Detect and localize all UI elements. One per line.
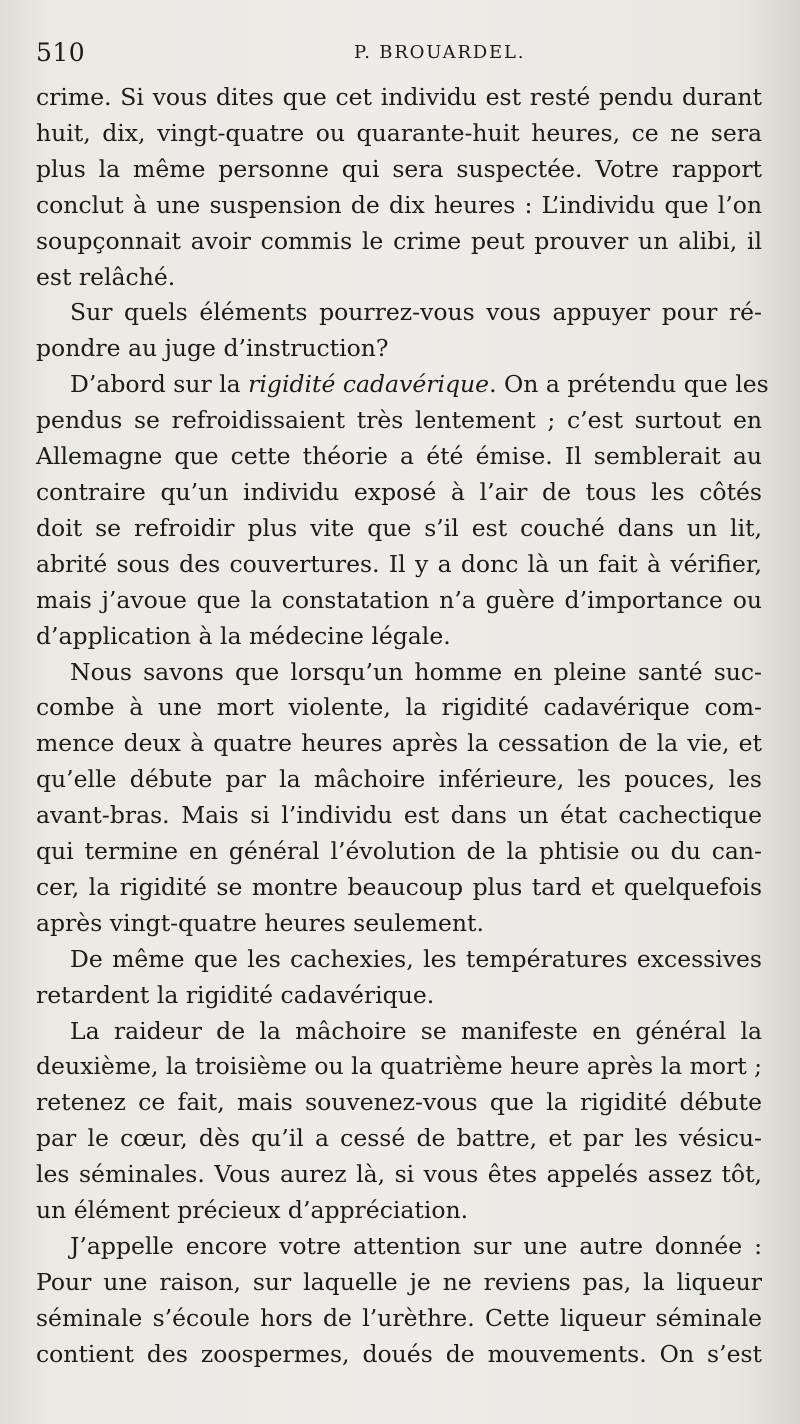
text-line: Allemagne que cette théorie a été émise. Il semblerait au: [36, 442, 762, 471]
paragraph: [36, 655, 762, 942]
body-text: [36, 80, 769, 1373]
text-line: J’appelle encore votre attention sur une autre donnée :: [70, 1232, 762, 1260]
text-line: plus la même personne qui sera suspectée. Votre rapport: [36, 154, 762, 183]
running-title: P. BROUARDEL.: [354, 42, 526, 63]
text-line: les séminales. Vous aurez là, si vous êtes appelés assez tôt,: [36, 1160, 762, 1189]
paragraph: [36, 1014, 762, 1229]
text-line: conclut à une suspension de dix heures : L’individu que l’on: [36, 190, 762, 219]
text-line: combe à une mort violente, la rigidité cadavérique com-: [36, 693, 762, 722]
text-line: crime. Si vous dites que cet individu est resté pendu durant: [36, 83, 762, 111]
text-line: huit, dix, vingt-quatre ou quarante-huit heures, ce ne sera: [36, 118, 762, 147]
paragraph: [36, 942, 762, 1014]
text-line: mence deux à quatre heures après la cessation de la vie, et: [36, 729, 762, 758]
text-line: pondre au juge d’instruction?: [36, 334, 389, 363]
text-line: Sur quels éléments pourrez-vous vous appuyer pour ré-: [70, 298, 762, 327]
text-line: soupçonnait avoir commis le crime peut prouver un alibi, il: [36, 226, 762, 255]
text-line: d’application à la médecine légale.: [36, 621, 451, 650]
paragraph: [36, 295, 762, 367]
running-head: [36, 38, 756, 70]
text-fragment: . On a prétendu que les: [489, 370, 769, 399]
text-line: qu’elle débute par la mâchoire inférieure, les pouces, les: [36, 765, 762, 794]
text-line: Nous savons que lorsqu’un homme en pleine santé suc-: [70, 657, 762, 686]
text-line: doit se refroidir plus vite que s’il est couché dans un lit,: [36, 513, 762, 542]
text-line: contraire qu’un individu exposé à l’air de tous les côtés: [36, 477, 762, 506]
text-line: par le cœur, dès qu’il a cessé de battre, et par les vésicu-: [36, 1124, 762, 1153]
text-line: La raideur de la mâchoire se manifeste en général la: [70, 1016, 762, 1045]
text-line: Pour une raison, sur laquelle je ne reviens pas, la liqueur: [36, 1267, 762, 1296]
text-line: cer, la rigidité se montre beaucoup plus tard et quelquefois: [36, 872, 762, 901]
text-line: est relâché.: [36, 262, 176, 291]
paragraph: [36, 80, 762, 295]
paragraph: [36, 367, 769, 654]
text-line: retenez ce fait, mais souvenez-vous que la rigidité débute: [36, 1088, 762, 1117]
text-line: un élément précieux d’appréciation.: [36, 1196, 469, 1225]
text-line: pendus se refroidissaient très lentement ; c’est surtout en: [36, 406, 762, 435]
text-line: abrité sous des couvertures. Il y a donc là un fait à vérifier,: [36, 549, 762, 578]
text-line: séminale s’écoule hors de l’urèthre. Cette liqueur séminale: [36, 1303, 762, 1332]
text-fragment: D’abord sur la: [70, 370, 249, 399]
text-line: De même que les cachexies, les températures excessives: [70, 944, 762, 973]
text-line: après vingt-quatre heures seulement.: [36, 908, 484, 937]
page-number: 510: [36, 38, 86, 67]
text-line: avant-bras. Mais si l’individu est dans un état cachectique: [36, 801, 762, 830]
text-line: [36, 367, 769, 403]
emphasis-term: rigidité cadavérique: [248, 370, 490, 399]
text-line: retardent la rigidité cadavérique.: [36, 980, 435, 1009]
text-line: qui termine en général l’évolution de la phtisie ou du can-: [36, 837, 762, 866]
text-line: contient des zoospermes, doués de mouvements. On s’est: [36, 1339, 762, 1368]
text-line: mais j’avoue que la constatation n’a guère d’importance ou: [36, 585, 762, 614]
text-line: deuxième, la troisième ou la quatrième heure après la mort ;: [36, 1052, 763, 1081]
paragraph: [36, 1229, 762, 1373]
